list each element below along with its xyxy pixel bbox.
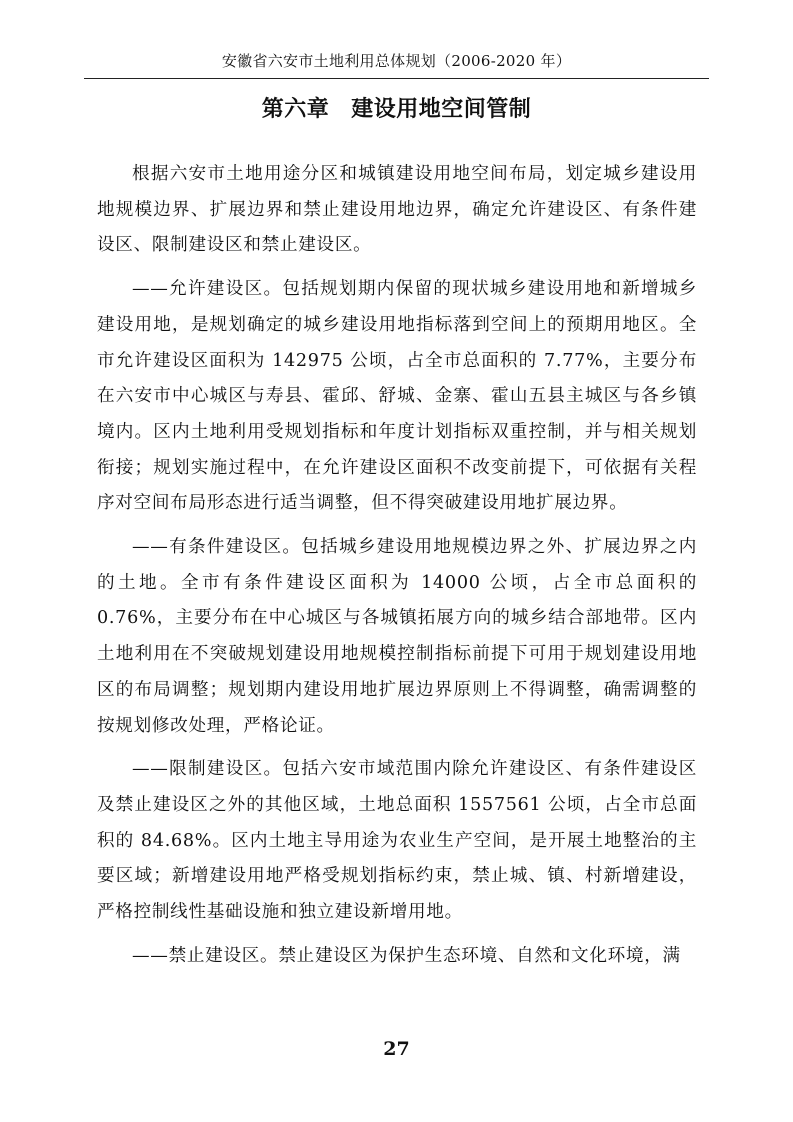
chapter-number: 第六章 [261,97,330,122]
paragraph-prohibited-zone: ——禁止建设区。禁止建设区为保护生态环境、自然和文化环境，满 [132,945,681,966]
chapter-name: 建设用地空间管制 [351,97,532,122]
page-number: 27 [383,1038,410,1060]
paragraph-intro: 根据六安市土地用途分区和城镇建设用地空间布局，划定城乡建设用地规模边界、扩展边界和禁止建设用地边界，确定允许建设区、有条件建设区、限制建设区和禁止建设区。 [97,164,697,256]
running-header: 安徽省六安市土地利用总体规划（2006-2020 年） [221,52,572,70]
body-text [97,157,697,982]
paragraph-conditional-zone: ——有条件建设区。包括城乡建设用地规模边界之外、扩展边界之内的土地。全市有条件建设区面积为 14000 公顷，占全市总面积的 0.76%，主要分布在中心城区与各城镇拓展方向的城乡结合部地带。区内土地利用在不突破规划建设用地规模控制指标前提下可用于规划建设用地区的布局调整；规划期内建设用地扩展边界原则上不得调整，确需调整的按规划修改处理，严格论证。 [97,537,697,736]
paragraph-restricted-zone: ——限制建设区。包括六安市域范围内除允许建设区、有条件建设区及禁止建设区之外的其他区域，土地总面积 1557561 公顷，占全市总面积的 84.68%。区内土地主导用途为农业生产空间，是开展土地整治的主要区域；新增建设用地严格受规划指标约束，禁止城、镇、村新增建设，严格控制线性基础设施和独立建设新增用地。 [97,759,697,923]
paragraph-allowed-zone: ——允许建设区。包括规划期内保留的现状城乡建设用地和新增城乡建设用地，是规划确定的城乡建设用地指标落到空间上的预期用地区。全市允许建设区面积为 142975 公顷，占全市总面积的 7.77%，主要分布在六安市中心城区与寿县、霍邱、舒城、金寨、霍山五县主城区与各乡镇境内。区内土地利用受规划指标和年度计划指标双重控制，并与相关规划衔接；规划实施过程中，在允许建设区面积不改变前提下，可依据有关程序对空间布局形态进行适当调整，但不得突破建设用地扩展边界。 [97,279,697,514]
header-rule [84,78,709,79]
chapter-title [84,94,709,126]
